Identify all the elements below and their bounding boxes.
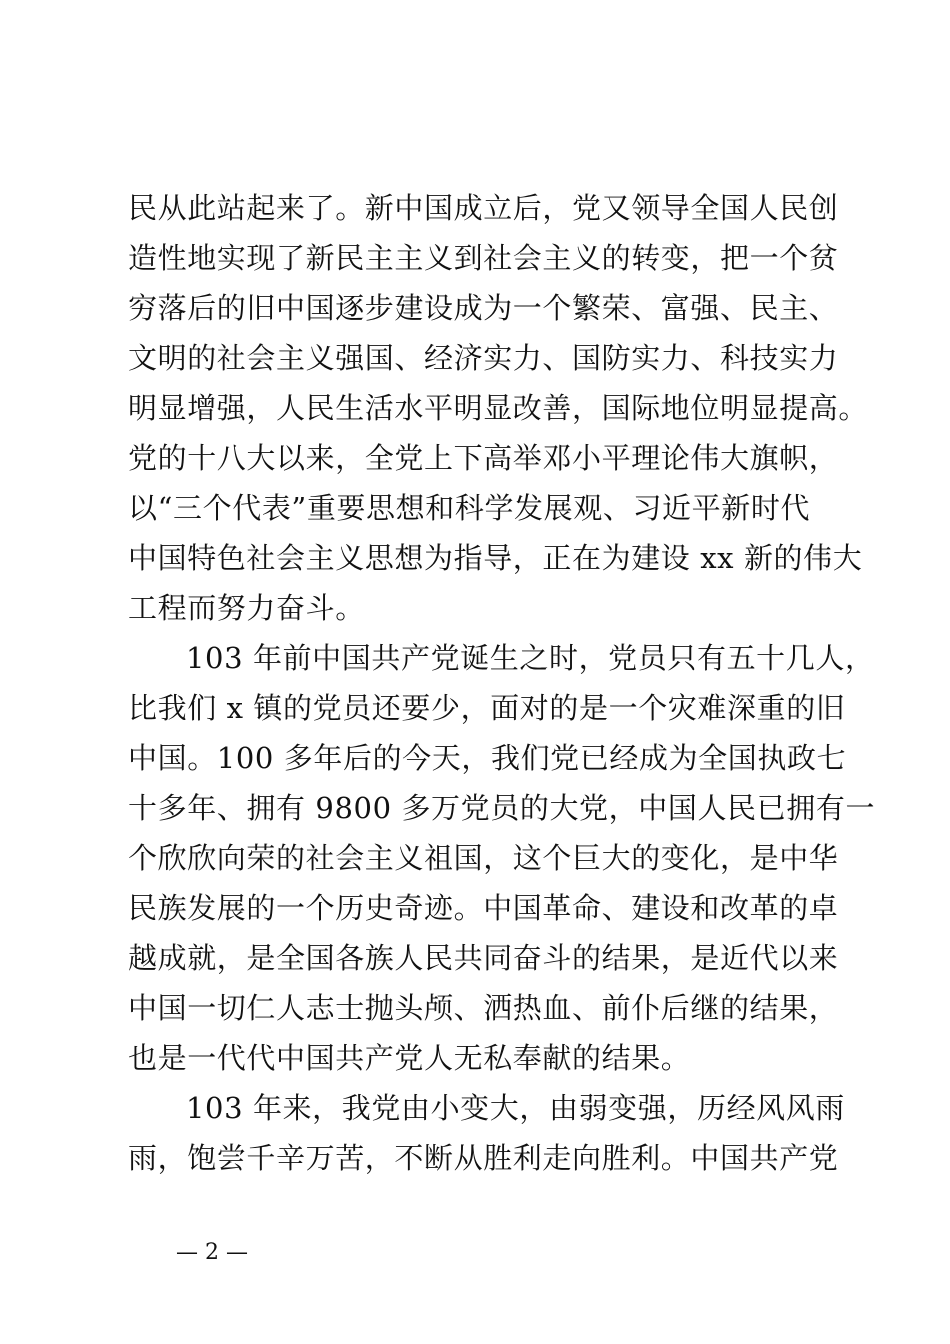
text-line: 以“三个代表”重要思想和科学发展观、习近平新时代: [128, 491, 811, 525]
text-line: 十多年、拥有 9800 多万党员的大党，中国人民已拥有一: [128, 791, 876, 825]
text-line: 明显增强，人民生活水平明显改善，国际地位明显提高。: [128, 391, 869, 425]
page-number: — 2 —: [176, 1240, 248, 1265]
text-line: 工程而努力奋斗。: [128, 591, 365, 625]
text-line: 穷落后的旧中国逐步建设成为一个繁荣、富强、民主、: [128, 291, 839, 325]
text-line: 中国一切仁人志士抛头颅、洒热血、前仆后继的结果，: [128, 991, 839, 1025]
text-line: 中国特色社会主义思想为指导，正在为建设 xx 新的伟大: [128, 541, 863, 575]
text-line: 党的十八大以来，全党上下高举邓小平理论伟大旗帜，: [128, 441, 839, 475]
text-line: 民从此站起来了。新中国成立后，党又领导全国人民创: [128, 191, 839, 225]
text-line: 也是一代代中国共产党人无私奉献的结果。: [128, 1041, 691, 1075]
text-line: 越成就，是全国各族人民共同奋斗的结果，是近代以来: [128, 941, 839, 975]
paragraph-first-line: 103 年来，我党由小变大，由弱变强，历经风风雨: [186, 1091, 845, 1125]
text-line: 雨，饱尝千辛万苦，不断从胜利走向胜利。中国共产党: [128, 1141, 839, 1175]
text-line: 文明的社会主义强国、经济实力、国防实力、科技实力: [128, 341, 839, 375]
text-line: 造性地实现了新民主主义到社会主义的转变，把一个贫: [128, 241, 839, 275]
text-line: 个欣欣向荣的社会主义祖国，这个巨大的变化，是中华: [128, 841, 839, 875]
text-line: 中国。100 多年后的今天，我们党已经成为全国执政七: [128, 741, 847, 775]
text-line: 比我们 x 镇的党员还要少，面对的是一个灾难深重的旧: [128, 691, 846, 725]
text-line: 民族发展的一个历史奇迹。中国革命、建设和改革的卓: [128, 891, 839, 925]
paragraph-first-line: 103 年前中国共产党诞生之时，党员只有五十几人，: [186, 641, 875, 675]
